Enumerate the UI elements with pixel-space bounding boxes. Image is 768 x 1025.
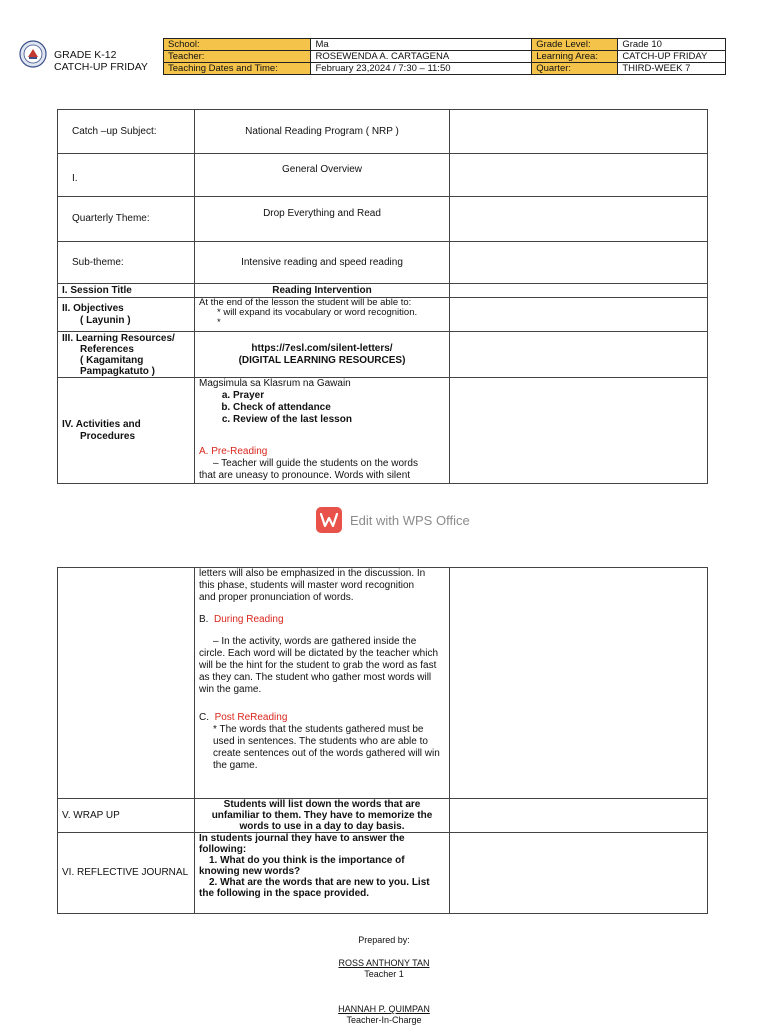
activities-label	[58, 378, 195, 484]
empty-cell	[450, 568, 708, 799]
preparer-role: Teacher 1	[364, 969, 404, 979]
subtheme-value: Intensive reading and speed reading	[195, 242, 450, 284]
catchup-subject-value: National Reading Program ( NRP )	[195, 110, 450, 154]
reflective-journal-label: VI. REFLECTIVE JOURNAL	[58, 833, 195, 914]
quarter-value: THIRD-WEEK 7	[618, 63, 726, 75]
activity-item: c. Review of the last lesson	[233, 414, 445, 426]
empty-cell	[450, 154, 708, 197]
grade-level-label: Grade Level:	[532, 39, 618, 51]
general-overview-title: General Overview	[195, 154, 450, 197]
journal-question-1: 1. What do you think is the importance of knowing new words?	[199, 855, 405, 877]
lesson-plan-table-page2	[57, 567, 708, 914]
header-info-table	[163, 38, 726, 75]
roman-i-label: I.	[58, 154, 195, 197]
session-title-value: Reading Intervention	[195, 284, 450, 298]
post-reading-text: * The words that the students gathered must be used in sentences. The students who are able to create sentences out of the words gathered will win the game.	[213, 724, 440, 771]
empty-cell	[450, 110, 708, 154]
resources-label-line2: References	[80, 343, 134, 355]
prepared-by-label: Prepared by:	[358, 935, 410, 945]
teacher-label: Teacher:	[164, 51, 311, 63]
objectives-line1: At the end of the lesson the student will be able to:	[199, 297, 412, 308]
row-session-title	[58, 284, 708, 298]
learning-area-value: CATCH-UP FRIDAY	[618, 51, 726, 63]
wrap-up-label: V. WRAP UP	[58, 799, 195, 833]
activities-list	[199, 390, 445, 426]
wps-logo-icon	[316, 507, 342, 533]
resources-note: (DIGITAL LEARNING RESOURCES)	[238, 354, 406, 366]
noted-role: Teacher-In-Charge	[346, 1015, 422, 1025]
grade-label	[54, 49, 148, 73]
objectives-label-line2: ( Layunin )	[80, 314, 131, 326]
pre-reading-title: A. Pre-Reading	[199, 446, 268, 457]
during-reading-heading	[199, 614, 445, 626]
objectives-label	[58, 298, 195, 332]
resources-label-line4: Pampagkatuto )	[80, 365, 156, 377]
quarterly-theme-value: Drop Everything and Read	[195, 197, 450, 242]
session-title-label: I. Session Title	[58, 284, 195, 298]
journal-question-2: 2. What are the words that are new to you. List the following in the space provided.	[199, 877, 430, 899]
activities-content	[195, 378, 450, 484]
school-label: School:	[164, 39, 311, 51]
row-general-overview	[58, 154, 708, 197]
empty-cell	[450, 799, 708, 833]
noted-name: HANNAH P. QUIMPAN	[338, 1004, 430, 1014]
activity-item: b. Check of attendance	[233, 402, 445, 414]
empty-cell	[58, 568, 195, 799]
header-row-teacher	[164, 51, 726, 63]
empty-cell	[450, 298, 708, 332]
objectives-content	[195, 298, 450, 332]
quarterly-theme-label: Quarterly Theme:	[58, 197, 195, 242]
objectives-line3: *	[217, 317, 221, 328]
school-value: Ma	[311, 39, 532, 51]
row-catchup-subject	[58, 110, 708, 154]
dates-value: February 23,2024 / 7:30 – 11:50	[311, 63, 532, 75]
empty-cell	[450, 378, 708, 484]
journal-intro: In students journal they have to answer the following:	[199, 833, 405, 855]
row-reflective-journal	[58, 833, 708, 914]
post-reading-letter: C.	[199, 712, 209, 723]
grade-level-value: Grade 10	[618, 39, 726, 51]
row-quarterly-theme	[58, 197, 708, 242]
resources-label-line3: ( Kagamitang	[80, 354, 144, 366]
subtheme-label: Sub-theme:	[58, 242, 195, 284]
row-activities	[58, 378, 708, 484]
teacher-value: ROSEWENDA A. CARTAGENA	[311, 51, 532, 63]
post-reading-title: Post ReReading	[214, 712, 288, 723]
catchup-subject-label: Catch –up Subject:	[58, 110, 195, 154]
row-learning-resources	[58, 332, 708, 378]
empty-cell	[450, 242, 708, 284]
header-row-school	[164, 39, 726, 51]
wps-watermark-text: Edit with WPS Office	[350, 512, 470, 528]
wrap-up-text: Students will list down the words that are unfamiliar to them. They have to memorize the words to use in a day to day basis.	[195, 799, 450, 833]
empty-cell	[450, 197, 708, 242]
row-objectives	[58, 298, 708, 332]
resources-label-line1: III. Learning Resources/	[62, 332, 175, 344]
cont-line3: and proper pronunciation of words.	[199, 592, 354, 603]
quarter-label: Quarter:	[532, 63, 618, 75]
empty-cell	[450, 833, 708, 914]
row-wrap-up	[58, 799, 708, 833]
lesson-plan-table-page1	[57, 109, 708, 484]
objectives-line2: * will expand its vocabulary or word recognition.	[217, 307, 418, 318]
activities-label-line1: IV. Activities and	[62, 418, 141, 430]
header-row-dates	[164, 63, 726, 75]
learning-area-label: Learning Area:	[532, 51, 618, 63]
dates-label: Teaching Dates and Time:	[164, 63, 311, 75]
preparer-name: ROSS ANTHONY TAN	[338, 958, 430, 968]
empty-cell	[450, 332, 708, 378]
wps-office-watermark[interactable]	[316, 507, 470, 533]
row-subtheme	[58, 242, 708, 284]
activity-item: a. Prayer	[233, 390, 445, 402]
deped-seal-logo	[19, 40, 47, 68]
activities-intro: Magsimula sa Klasrum na Gawain	[199, 378, 351, 389]
activities-continued-content	[195, 568, 450, 799]
objectives-label-line1: II. Objectives	[62, 302, 124, 314]
cont-line2: this phase, students will master word recognition	[199, 580, 415, 591]
pre-reading-line2: that are uneasy to pronounce. Words with silent	[199, 470, 411, 481]
learning-resources-label	[58, 332, 195, 378]
cont-line1: letters will also be emphasized in the discussion. In	[199, 568, 426, 579]
row-activities-continued	[58, 568, 708, 799]
learning-resources-content	[195, 332, 450, 378]
empty-cell	[450, 284, 708, 298]
resources-url-link[interactable]: https://7esl.com/silent-letters/	[251, 342, 393, 354]
grade-line-1: GRADE K-12	[54, 49, 117, 61]
pre-reading-line1: – Teacher will guide the students on the words	[213, 458, 418, 469]
during-reading-text: – In the activity, words are gathered inside the circle. Each word will be dictated by the teacher which will be the hint for the student to grab the word as fast as they can. The student who gather most words will win the game.	[199, 636, 439, 695]
post-reading-heading	[199, 712, 445, 724]
activities-label-line2: Procedures	[80, 430, 136, 442]
during-reading-letter: B.	[199, 614, 209, 625]
during-reading-title: During Reading	[214, 614, 284, 625]
grade-line-2: CATCH-UP FRIDAY	[54, 61, 148, 73]
reflective-journal-content	[195, 833, 450, 914]
